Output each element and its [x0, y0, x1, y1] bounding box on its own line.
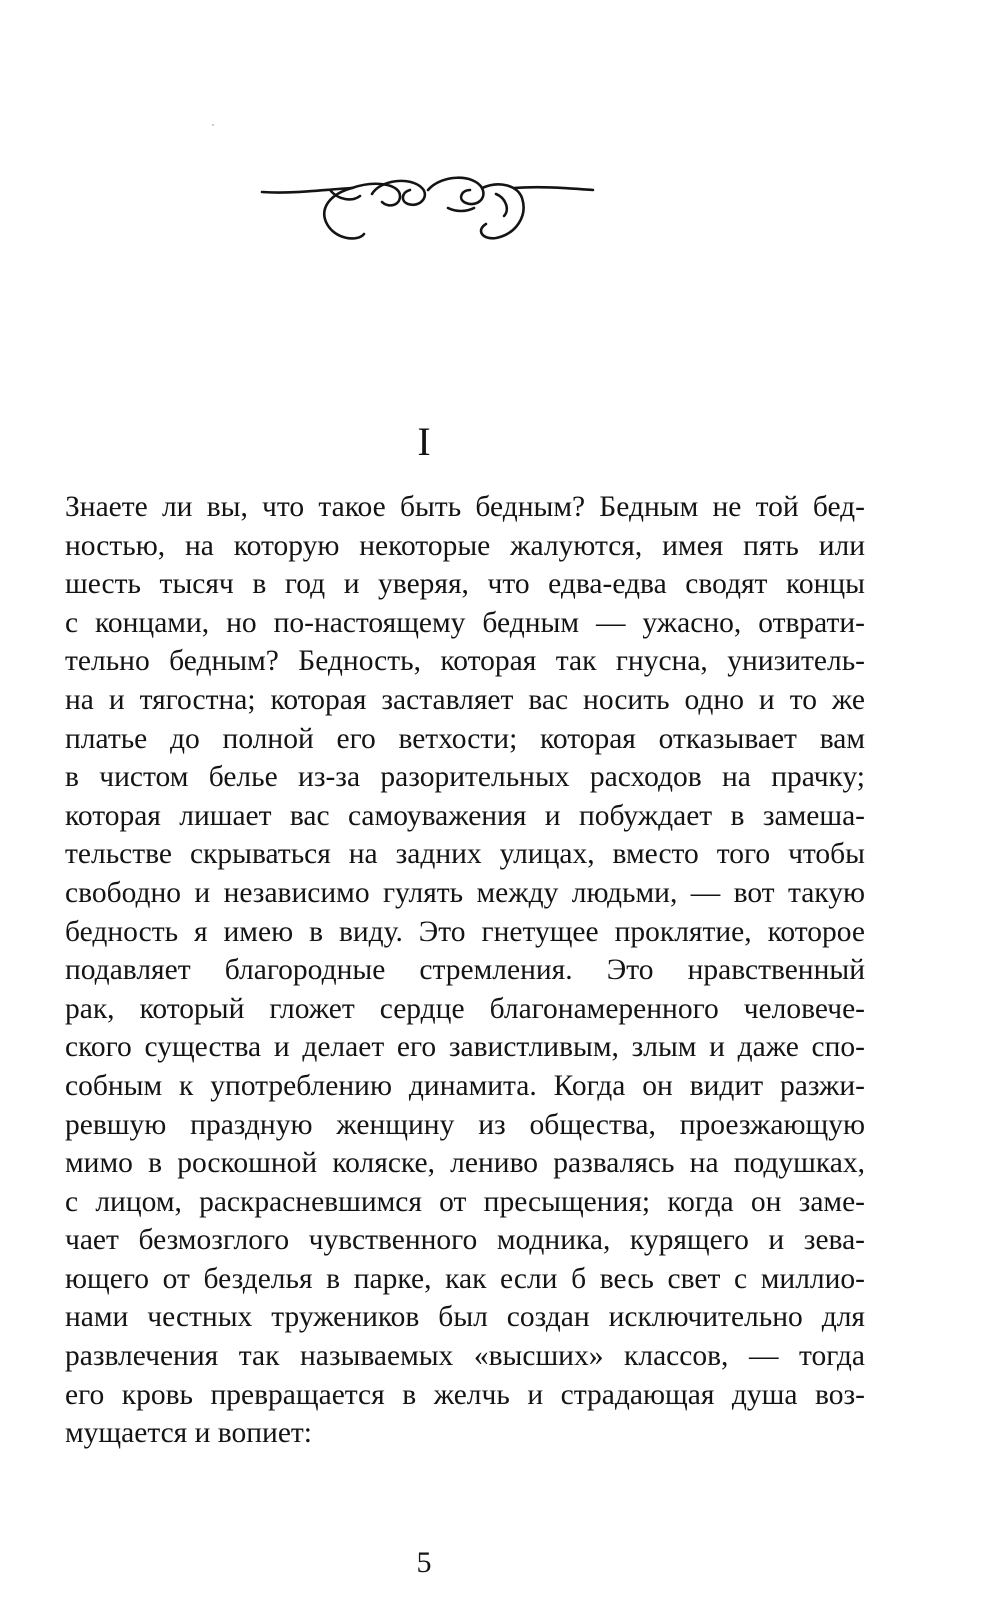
flourish-ornament-icon — [260, 150, 595, 260]
text-line: которая лишает вас самоуважения и побуждает в замеша- — [65, 799, 865, 832]
scan-speck — [212, 124, 214, 126]
text-line: его кровь превращается в желчь и страдающая душа воз- — [65, 1378, 865, 1411]
text-line: тельно бедным? Бедность, которая так гнусна, унизитель- — [65, 645, 865, 678]
text-line: с лицом, раскрасневшимся от пресыщения; когда он заме- — [65, 1185, 865, 1218]
body-text — [65, 488, 865, 1453]
chapter-title: I — [417, 419, 431, 464]
text-line: платье до полной его ветхости; которая отказывает вам — [65, 722, 865, 755]
text-line: в чистом белье из-за разорительных расходов на прачку; — [65, 761, 865, 794]
text-line: рак, который гложет сердце благонамеренного человече- — [65, 992, 865, 1025]
text-line: на и тягостна; которая заставляет вас носить одно и то же — [65, 683, 865, 716]
text-line: мимо в роскошной коляске, лениво развалясь на подушках, — [65, 1147, 865, 1180]
text-line: Знаете ли вы, что такое быть бедным? Бедным не той бед- — [65, 491, 865, 523]
text-line: шесть тысяч в год и уверяя, что едва-едва сводят концы — [65, 568, 865, 601]
text-line: ностью, на которую некоторые жалуются, имея пять или — [65, 529, 865, 562]
text-line: бедность я имею в виду. Это гнетущее проклятие, которое — [65, 915, 865, 948]
page-number: 5 — [416, 1546, 432, 1579]
text-line: чает безмозглого чувственного модника, курящего и зева- — [65, 1224, 865, 1257]
text-line: нами честных тружеников был создан исключительно для — [65, 1301, 865, 1334]
text-line: ского существа и делает его завистливым, злым и даже спо- — [65, 1031, 865, 1064]
text-line: собным к употреблению динамита. Когда он видит разжи- — [65, 1069, 865, 1102]
text-line: ревшую праздную женщину из общества, проезжающую — [65, 1108, 865, 1141]
text-line: свободно и независимо гулять между людьми, — вот такую — [65, 876, 865, 909]
text-line: тельстве скрываться на задних улицах, вместо того чтобы — [65, 838, 865, 871]
text-line: развлечения так называемых «высших» классов, — тогда — [65, 1340, 865, 1373]
text-line: ющего от безделья в парке, как если б весь свет с миллио- — [65, 1262, 865, 1295]
text-line: мущается и вопиет: — [65, 1417, 313, 1450]
text-line: с концами, но по-настоящему бедным — ужасно, отврати- — [65, 606, 865, 639]
text-line: подавляет благородные стремления. Это нравственный — [65, 954, 865, 987]
